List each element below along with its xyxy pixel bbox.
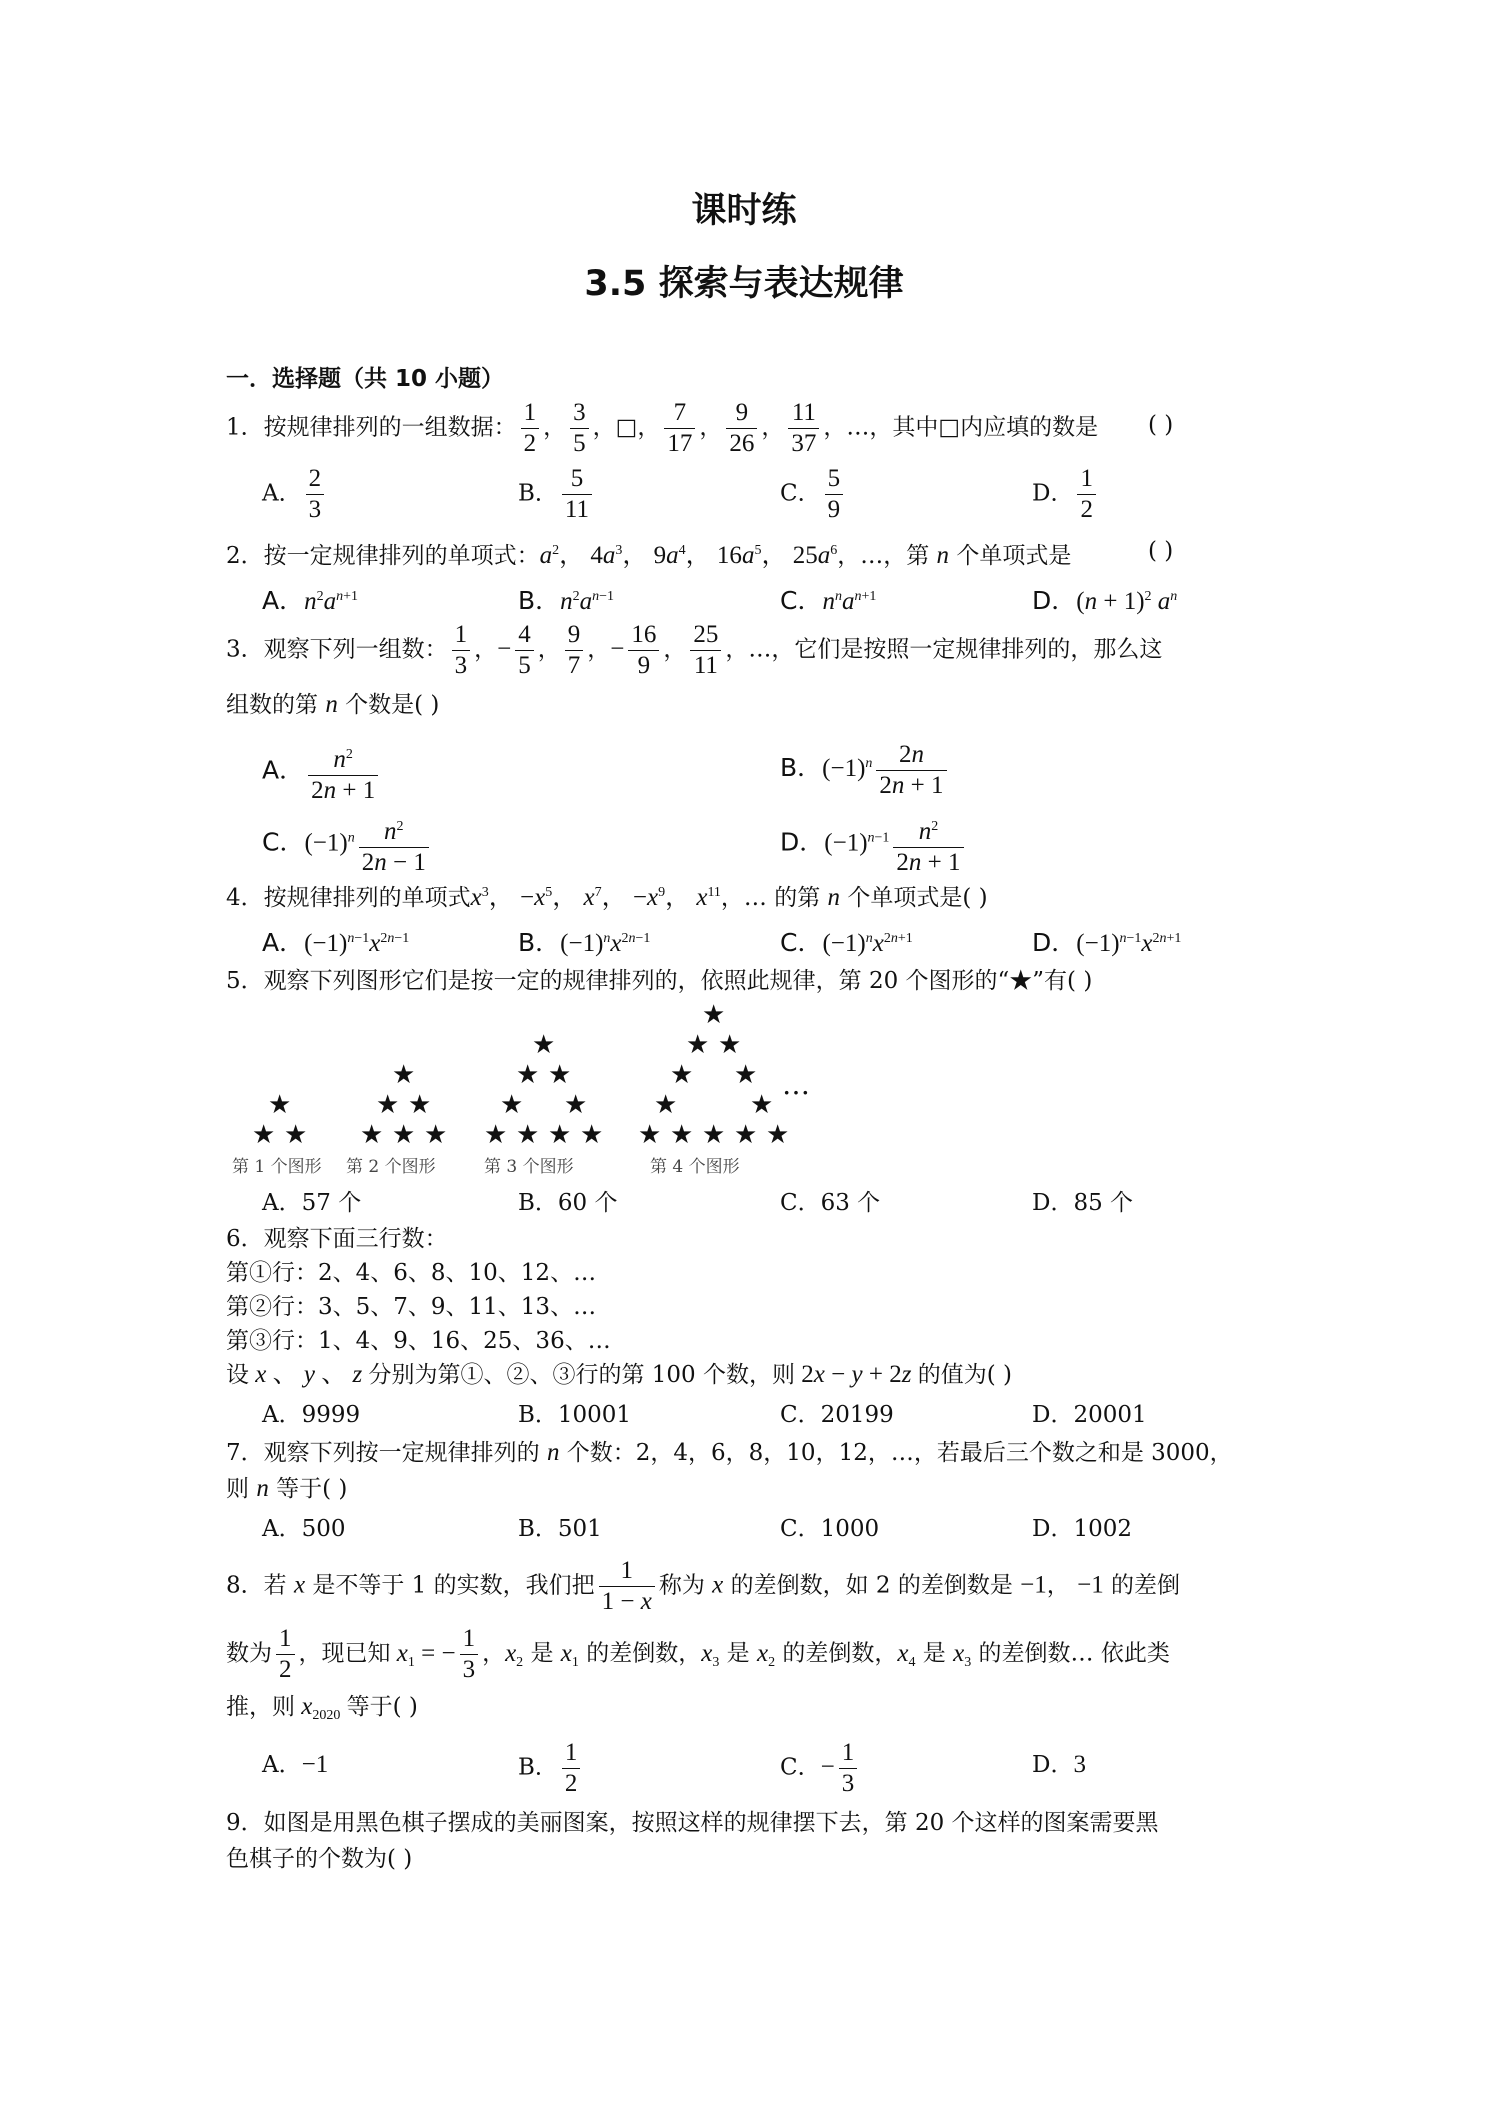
q7-option-c[interactable]: C．1000 <box>780 1516 880 1542</box>
star-icon: ★ <box>734 1060 758 1090</box>
q8-stem: 8．若 x 是不等于 1 的实数，我们把 $\frac{1}{1 - x}$ 称为 x 的差倒数，如 2 的差倒数是 −1， −1 的差倒 <box>226 1557 1181 1615</box>
q1-frac-2: $\frac{3}{5}$ <box>570 398 589 459</box>
q9-stem: 9．如图是用黑色棋子摆成的美丽图案，按照这样的规律摆下去，第 20 个这样的图案需要黑 <box>226 1810 1159 1836</box>
star-icon: ★ <box>284 1120 308 1150</box>
q1-frac-4: $\frac{9}{26}$ <box>726 398 757 459</box>
star-icon: ★ <box>516 1120 540 1150</box>
q6-row-3: 第③行：1、4、9、16、25、36、… <box>226 1328 611 1354</box>
q7-option-a[interactable]: A．500 <box>262 1516 346 1542</box>
q3-option-d[interactable]: D．$(-1)^{n-1}$ $\frac{n^2}{2n + 1}$ <box>780 812 968 878</box>
star-icon: ★ <box>424 1120 448 1150</box>
q3-option-b[interactable]: B．$(-1)^n$ $\frac{2n}{2n + 1}$ <box>780 740 951 801</box>
star-icon: ★ <box>484 1120 508 1150</box>
q6-question: 设 x 、 y 、 z 分别为第①、②、③行的第 100 个数，则 2x − y + 2z 的值为( ) <box>226 1361 1012 1388</box>
q5-figure-ellipsis: … <box>782 1068 810 1101</box>
q3-stem: 3．观察下列一组数： $\frac{1}{3}$ ，− $\frac{4}{5}$ ， $\frac{9}{7}$ ，− $\frac{16}{9}$ ， $\frac{25}{11}$ ，…，它们是按照一定规律排列的，那么这 <box>226 621 1163 679</box>
q8-option-d[interactable]: D．3 <box>1032 1751 1086 1778</box>
q6-row-1: 第①行：2、4、6、8、10、12、… <box>226 1260 597 1286</box>
q6-option-a[interactable]: A．9999 <box>262 1402 361 1428</box>
star-icon: ★ <box>392 1060 416 1090</box>
q2-option-a[interactable]: A．$n^2a^{n+1}$ <box>262 586 359 615</box>
star-icon: ★ <box>548 1060 572 1090</box>
star-icon: ★ <box>750 1090 774 1120</box>
q2-answer-paren: ( ) <box>1148 538 1174 564</box>
q4-option-c[interactable]: C．$(-1)^nx^{2n+1}$ <box>780 928 913 957</box>
q2-option-d[interactable]: D．$(n + 1)^2$ $a^n$ <box>1032 586 1178 615</box>
star-icon: ★ <box>654 1090 678 1120</box>
q6-option-b[interactable]: B．10001 <box>518 1402 632 1428</box>
q5-caption-3: 第 3 个图形 <box>484 1157 574 1177</box>
section-heading: 一．选择题（共 10 小题） <box>226 366 505 392</box>
q1-option-b[interactable]: B． $\frac{5}{11}$ <box>518 464 596 525</box>
q5-caption-2: 第 2 个图形 <box>346 1157 436 1177</box>
star-icon: ★ <box>564 1090 588 1120</box>
q5-stem: 5．观察下列图形它们是按一定的规律排列的，依照此规律，第 20 个图形的“★”有( ) <box>226 968 1093 994</box>
q2-stem: 2．按一定规律排列的单项式：$a^2$， $4a^3$， $9a^4$， $16a^5$， $25a^6$，…，第 n 个单项式是 <box>226 542 1072 569</box>
q7-option-b[interactable]: B．501 <box>518 1516 602 1542</box>
q8-stem-line2: 数为 $\frac{1}{2}$ ，现已知 $x_1$ = − $\frac{1}{3}$ ，$x_2$ 是 $x_1$ 的差倒数，$x_3$ 是 $x_2$ 的差倒数，$x_4$ 是 $x_3$ 的差倒数… 依此类 <box>226 1625 1170 1683</box>
q2-option-b[interactable]: B．$n^2a^{n-1}$ <box>518 586 615 615</box>
star-icon: ★ <box>548 1120 572 1150</box>
q1-stem: 1．按规律排列的一组数据： $\frac{1}{2}$ ， $\frac{3}{5}$ ，□， $\frac{7}{17}$ ， $\frac{9}{26}$ ， $\frac{11}{37}$ ，…，其中□内应填的数是 <box>226 399 1099 457</box>
star-icon: ★ <box>702 1000 726 1030</box>
star-icon: ★ <box>360 1120 384 1150</box>
q5-caption-4: 第 4 个图形 <box>650 1157 740 1177</box>
q1-frac-5: $\frac{11}{37}$ <box>788 398 819 459</box>
q4-option-a[interactable]: A．$(-1)^{n-1}x^{2n-1}$ <box>262 928 410 957</box>
q8-option-a[interactable]: A．−1 <box>262 1751 329 1778</box>
q9-stem-line2: 色棋子的个数为( ) <box>226 1846 413 1872</box>
q5-option-a[interactable]: A．57 个 <box>262 1190 362 1216</box>
star-icon: ★ <box>670 1060 694 1090</box>
star-icon: ★ <box>516 1060 540 1090</box>
star-icon: ★ <box>638 1120 662 1150</box>
q1-frac-1: $\frac{1}{2}$ <box>521 398 540 459</box>
q1-option-d[interactable]: D． $\frac{1}{2}$ <box>1032 464 1100 525</box>
page-title: 课时练 <box>691 191 797 231</box>
q1-option-a[interactable]: A． $\frac{2}{3}$ <box>262 464 328 525</box>
q5-option-c[interactable]: C．63 个 <box>780 1190 881 1216</box>
q8-stem-line3: 推，则 $x_{2020}$ 等于( ) <box>226 1693 418 1723</box>
q7-option-d[interactable]: D．1002 <box>1032 1516 1132 1542</box>
q2-option-c[interactable]: C．$n^na^{n+1}$ <box>780 586 877 615</box>
q8-option-b[interactable]: B． $\frac{1}{2}$ <box>518 1738 584 1799</box>
q6-option-c[interactable]: C．20199 <box>780 1402 894 1428</box>
page-subtitle: 3.5 探索与表达规律 <box>584 264 904 304</box>
q6-option-d[interactable]: D．20001 <box>1032 1402 1147 1428</box>
q6-stem: 6．观察下面三行数： <box>226 1226 448 1252</box>
q1-frac-3: $\frac{7}{17}$ <box>664 398 695 459</box>
q1-option-c[interactable]: C． $\frac{5}{9}$ <box>780 464 847 525</box>
q5-option-d[interactable]: D．85 个 <box>1032 1190 1134 1216</box>
star-icon: ★ <box>532 1030 556 1060</box>
q7-stem: 7．观察下列按一定规律排列的 n 个数：2，4，6，8，10，12，…，若最后三个数之和是 3000， <box>226 1439 1233 1466</box>
star-icon: ★ <box>734 1120 758 1150</box>
q5-caption-1: 第 1 个图形 <box>232 1157 322 1177</box>
star-icon: ★ <box>500 1090 524 1120</box>
q3-option-c[interactable]: C．$(-1)^n$ $\frac{n^2}{2n - 1}$ <box>262 812 433 878</box>
q3-stem-line2: 组数的第 n 个数是( ) <box>226 691 440 718</box>
q7-stem-line2: 则 n 等于( ) <box>226 1475 348 1502</box>
star-icon: ★ <box>268 1090 292 1120</box>
star-icon: ★ <box>252 1120 276 1150</box>
star-icon: ★ <box>376 1090 400 1120</box>
q8-option-c[interactable]: C．− $\frac{1}{3}$ <box>780 1738 861 1799</box>
q4-option-b[interactable]: B．$(-1)^nx^{2n-1}$ <box>518 928 651 957</box>
q4-option-d[interactable]: D．$(-1)^{n-1}x^{2n+1}$ <box>1032 928 1182 957</box>
star-icon: ★ <box>408 1090 432 1120</box>
star-icon: ★ <box>702 1120 726 1150</box>
star-icon: ★ <box>392 1120 416 1150</box>
star-icon: ★ <box>670 1120 694 1150</box>
star-icon: ★ <box>718 1030 742 1060</box>
q5-option-b[interactable]: B．60 个 <box>518 1190 618 1216</box>
star-icon: ★ <box>686 1030 710 1060</box>
q6-row-2: 第②行：3、5、7、9、11、13、… <box>226 1294 597 1320</box>
q3-option-a[interactable]: A． $\frac{n^2}{2n + 1}$ <box>262 740 382 806</box>
q4-stem: 4．按规律排列的单项式$x^3$， $-x^5$， $x^7$， $-x^9$， $x^{11}$，… 的第 n 个单项式是( ) <box>226 884 988 911</box>
star-icon: ★ <box>580 1120 604 1150</box>
q1-answer-paren: ( ) <box>1148 412 1174 438</box>
star-icon: ★ <box>766 1120 790 1150</box>
